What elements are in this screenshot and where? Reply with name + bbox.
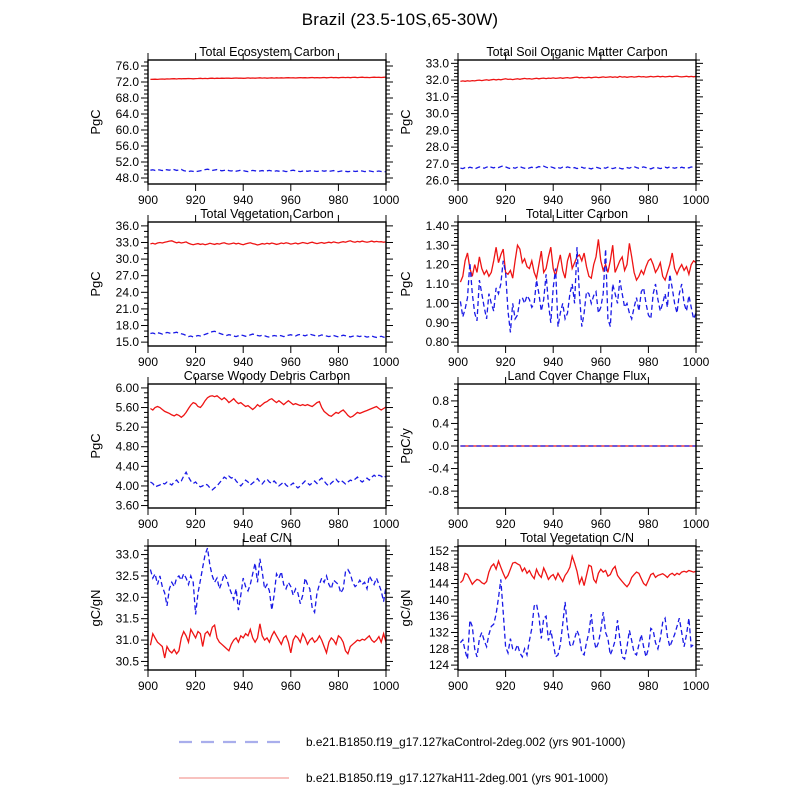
x-tick-label: 920 bbox=[495, 355, 516, 369]
x-tick-label: 980 bbox=[638, 517, 659, 531]
x-tick-label: 900 bbox=[137, 193, 159, 207]
x-tick-label: 1000 bbox=[372, 355, 400, 369]
series-line-h11 bbox=[150, 77, 386, 79]
y-tick-label: 24.0 bbox=[115, 285, 139, 300]
y-tick-label: 1.10 bbox=[425, 277, 449, 291]
y-tick-label: 28.0 bbox=[425, 140, 449, 155]
y-tick-label: 31.0 bbox=[115, 633, 139, 648]
x-tick-label: 920 bbox=[185, 355, 206, 369]
y-tick-label: 152 bbox=[428, 543, 449, 558]
y-tick-label: 1.40 bbox=[425, 218, 449, 233]
chart-svg bbox=[70, 371, 400, 533]
panel-title: Land Cover Change Flux bbox=[507, 371, 647, 383]
chart-svg bbox=[70, 533, 400, 695]
panel-total-vegetation-cn bbox=[380, 533, 710, 695]
x-tick-label: 960 bbox=[590, 355, 611, 369]
y-tick-label: 64.0 bbox=[115, 107, 139, 121]
x-tick-label: 980 bbox=[328, 517, 349, 531]
panel-title: Total Litter Carbon bbox=[525, 209, 629, 221]
y-tick-label: 29.0 bbox=[425, 123, 449, 138]
series-line-control bbox=[150, 169, 386, 172]
y-tick-label: 72.0 bbox=[115, 75, 139, 89]
y-tick-label: 32.0 bbox=[425, 73, 449, 88]
y-tick-label: 76.0 bbox=[115, 59, 139, 73]
x-tick-label: 920 bbox=[185, 679, 206, 693]
y-axis-label: PgC bbox=[88, 271, 103, 297]
x-tick-label: 940 bbox=[543, 193, 564, 207]
x-tick-label: 960 bbox=[280, 355, 301, 369]
x-tick-label: 1000 bbox=[682, 355, 710, 369]
axis-ticks bbox=[451, 539, 703, 677]
x-tick-label: 940 bbox=[543, 679, 564, 693]
legend-item-control bbox=[178, 734, 625, 750]
y-tick-label: 0.0 bbox=[432, 439, 449, 453]
panel-title: Total Soil Organic Matter Carbon bbox=[486, 47, 668, 59]
y-tick-label: 136 bbox=[428, 609, 449, 624]
x-tick-label: 960 bbox=[590, 517, 611, 531]
y-tick-label: 30.0 bbox=[115, 252, 139, 267]
y-tick-label: 124 bbox=[428, 658, 449, 673]
x-tick-label: 900 bbox=[137, 517, 159, 531]
series-line-h11 bbox=[460, 556, 696, 587]
y-tick-label: 18.0 bbox=[115, 318, 139, 333]
y-tick-label: -0.4 bbox=[428, 461, 449, 476]
y-tick-label: 15.0 bbox=[115, 335, 139, 350]
y-tick-label: 56.0 bbox=[115, 139, 139, 153]
panel-leaf-cn bbox=[70, 533, 400, 695]
x-tick-label: 960 bbox=[280, 679, 301, 693]
y-axis-label: PgC bbox=[398, 109, 413, 135]
panel-title: Leaf C/N bbox=[242, 533, 292, 545]
chart-svg bbox=[380, 47, 710, 209]
y-tick-label: 32.0 bbox=[115, 590, 139, 605]
y-tick-label: 140 bbox=[428, 592, 449, 607]
x-tick-label: 980 bbox=[638, 193, 659, 207]
panel-coarse-woody-debris-carbon bbox=[70, 371, 400, 533]
y-tick-label: 0.4 bbox=[432, 416, 449, 431]
series-line-h11 bbox=[460, 76, 696, 81]
y-tick-label: 60.0 bbox=[115, 123, 139, 137]
x-tick-label: 980 bbox=[328, 355, 349, 369]
legend-label-h11: b.e21.B1850.f19_g17.127kaH11-2deg.001 (yrs 901-1000) bbox=[306, 771, 609, 785]
y-tick-label: 33.0 bbox=[425, 56, 449, 71]
x-tick-label: 1000 bbox=[372, 517, 400, 531]
y-tick-label: 148 bbox=[428, 560, 449, 575]
chart-svg bbox=[70, 47, 400, 209]
y-tick-label: 4.40 bbox=[115, 459, 139, 474]
y-axis-label: PgC bbox=[398, 271, 413, 297]
y-tick-label: 5.20 bbox=[115, 420, 139, 435]
x-tick-label: 920 bbox=[495, 517, 516, 531]
x-tick-label: 900 bbox=[447, 355, 469, 369]
y-tick-label: 26.0 bbox=[425, 173, 449, 188]
x-tick-label: 980 bbox=[328, 679, 349, 693]
x-tick-label: 960 bbox=[280, 193, 301, 207]
y-tick-label: 27.0 bbox=[115, 268, 139, 283]
chart-svg bbox=[380, 209, 710, 371]
chart-svg bbox=[380, 371, 710, 533]
x-tick-label: 980 bbox=[638, 679, 659, 693]
x-tick-label: 920 bbox=[495, 679, 516, 693]
series-line-control bbox=[460, 166, 696, 169]
y-tick-label: 3.60 bbox=[115, 498, 139, 513]
panel-title: Total Vegetation C/N bbox=[520, 533, 634, 545]
series-line-h11 bbox=[150, 396, 386, 418]
y-tick-label: 52.0 bbox=[115, 155, 139, 169]
axis-ticks bbox=[141, 539, 393, 677]
x-tick-label: 940 bbox=[233, 193, 254, 207]
y-tick-label: 21.0 bbox=[115, 301, 139, 316]
axis-ticks bbox=[141, 215, 393, 353]
plot-frame bbox=[458, 60, 696, 184]
y-tick-label: 0.80 bbox=[425, 335, 449, 350]
series-line-h11 bbox=[150, 624, 386, 658]
y-axis-label: PgC bbox=[88, 433, 103, 459]
panel-total-soil-organic-matter-carbon bbox=[380, 47, 710, 209]
y-tick-label: -0.8 bbox=[428, 484, 449, 499]
y-tick-label: 4.00 bbox=[115, 478, 139, 493]
y-tick-label: 30.0 bbox=[425, 106, 449, 121]
x-tick-label: 980 bbox=[638, 355, 659, 369]
legend-swatch-0 bbox=[178, 738, 290, 746]
legend-item-h11 bbox=[178, 770, 608, 786]
series-line-control bbox=[460, 579, 696, 659]
axis-ticks bbox=[451, 53, 703, 191]
y-tick-label: 132 bbox=[428, 625, 449, 640]
x-tick-label: 940 bbox=[543, 355, 564, 369]
y-tick-label: 27.0 bbox=[425, 156, 449, 171]
panel-title: Coarse Woody Debris Carbon bbox=[183, 371, 351, 383]
x-tick-label: 1000 bbox=[682, 679, 710, 693]
y-tick-label: 0.90 bbox=[425, 315, 449, 330]
y-tick-label: 31.0 bbox=[425, 89, 449, 104]
legend-swatch-1 bbox=[178, 774, 290, 782]
x-tick-label: 900 bbox=[137, 355, 159, 369]
series-line-control bbox=[150, 331, 386, 337]
x-tick-label: 1000 bbox=[372, 679, 400, 693]
x-tick-label: 960 bbox=[590, 193, 611, 207]
x-tick-label: 960 bbox=[280, 517, 301, 531]
x-tick-label: 940 bbox=[543, 517, 564, 531]
x-tick-label: 940 bbox=[233, 355, 254, 369]
y-tick-label: 32.5 bbox=[115, 568, 139, 583]
figure-title: Brazil (23.5-10S,65-30W) bbox=[301, 10, 499, 29]
panel-title: Total Vegetation Carbon bbox=[200, 209, 334, 221]
series-line-h11 bbox=[150, 241, 386, 245]
y-axis-label: PgC bbox=[88, 109, 103, 135]
x-tick-label: 920 bbox=[185, 517, 206, 531]
x-tick-label: 920 bbox=[495, 193, 516, 207]
panel-land-cover-change-flux bbox=[380, 371, 710, 533]
plot-frame bbox=[148, 384, 386, 508]
x-tick-label: 900 bbox=[447, 679, 469, 693]
panel-total-litter-carbon bbox=[380, 209, 710, 371]
x-tick-label: 900 bbox=[447, 193, 469, 207]
y-tick-label: 1.30 bbox=[425, 238, 449, 253]
y-tick-label: 36.0 bbox=[115, 218, 139, 233]
x-tick-label: 1000 bbox=[372, 193, 400, 207]
y-tick-label: 1.20 bbox=[425, 257, 449, 272]
y-tick-label: 4.80 bbox=[115, 439, 139, 454]
x-tick-label: 1000 bbox=[682, 193, 710, 207]
plot-frame bbox=[458, 222, 696, 346]
x-tick-label: 940 bbox=[233, 679, 254, 693]
y-axis-label: gC/gN bbox=[398, 589, 413, 627]
chart-svg bbox=[70, 209, 400, 371]
series-line-control bbox=[150, 472, 386, 490]
y-tick-label: 33.0 bbox=[115, 235, 139, 250]
x-tick-label: 940 bbox=[233, 517, 254, 531]
series-line-control bbox=[460, 247, 696, 332]
x-tick-label: 920 bbox=[185, 193, 206, 207]
y-axis-label: gC/gN bbox=[88, 589, 103, 627]
y-tick-label: 144 bbox=[428, 576, 449, 591]
x-tick-label: 960 bbox=[590, 679, 611, 693]
y-axis-label: PgC/y bbox=[398, 428, 413, 464]
y-tick-label: 0.8 bbox=[432, 393, 449, 408]
y-tick-label: 1.00 bbox=[425, 296, 449, 311]
x-tick-label: 1000 bbox=[682, 517, 710, 531]
y-tick-label: 128 bbox=[428, 641, 449, 656]
y-tick-label: 30.5 bbox=[115, 654, 139, 669]
y-tick-label: 6.00 bbox=[115, 380, 139, 395]
axis-ticks bbox=[141, 377, 393, 515]
series-line-control bbox=[150, 548, 386, 614]
y-tick-label: 31.5 bbox=[115, 611, 139, 626]
y-tick-label: 5.60 bbox=[115, 400, 139, 415]
panel-title: Total Ecosystem Carbon bbox=[199, 47, 335, 59]
panel-total-ecosystem-carbon bbox=[70, 47, 400, 209]
plot-frame bbox=[148, 546, 386, 670]
panel-total-vegetation-carbon bbox=[70, 209, 400, 371]
y-tick-label: 68.0 bbox=[115, 91, 139, 105]
x-tick-label: 900 bbox=[447, 517, 469, 531]
x-tick-label: 900 bbox=[137, 679, 159, 693]
x-tick-label: 980 bbox=[328, 193, 349, 207]
y-tick-label: 33.0 bbox=[115, 547, 139, 562]
legend-label-control: b.e21.B1850.f19_g17.127kaControl-2deg.002 (yrs 901-1000) bbox=[306, 735, 626, 749]
chart-svg bbox=[380, 533, 710, 695]
axis-ticks bbox=[451, 215, 703, 353]
y-tick-label: 48.0 bbox=[115, 171, 139, 185]
